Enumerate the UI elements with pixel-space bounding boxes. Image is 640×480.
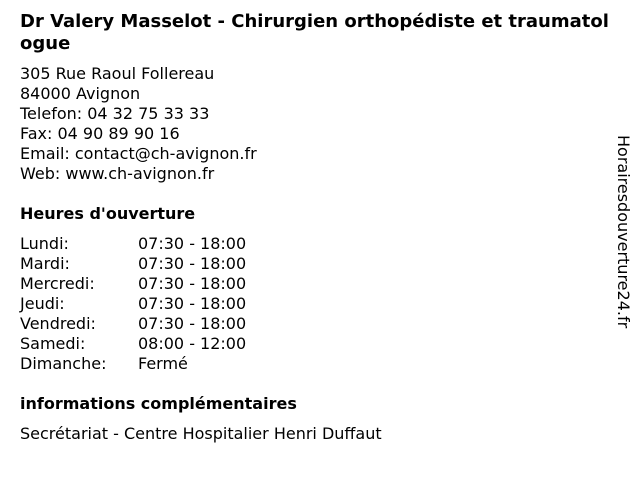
day-label: Mercredi: [20,274,95,293]
time-value: 08:00 - 12:00 [138,334,247,353]
fax-number: Fax: 04 90 89 90 16 [20,124,180,143]
hours-row-wednesday [20,274,246,294]
hours-row-thursday [20,294,246,314]
hours-row-friday [20,314,246,334]
time-value: 07:30 - 18:00 [138,314,247,333]
day-label: Jeudi: [20,294,65,313]
hours-row-sunday [20,354,246,374]
day-label: Mardi: [20,254,70,273]
opening-hours-table [20,234,246,374]
page-title: Dr Valery Masselot - Chirurgien orthopédiste et traumatologue [20,11,609,54]
time-value: 07:30 - 18:00 [138,234,247,253]
day-label: Lundi: [20,234,69,253]
hours-row-tuesday [20,254,246,274]
additional-info-text: Secrétariat - Centre Hospitalier Henri Duffaut [20,424,382,443]
day-label: Samedi: [20,334,86,353]
additional-info-heading: informations complémentaires [20,394,297,413]
email-address[interactable]: Email: contact@ch-avignon.fr [20,144,257,163]
site-brand-vertical: Horairesdouverture24.fr [614,135,633,329]
website-link[interactable]: Web: www.ch-avignon.fr [20,164,215,183]
hours-heading: Heures d'ouverture [20,204,196,223]
day-label: Dimanche: [20,354,107,373]
phone-number[interactable]: Telefon: 04 32 75 33 33 [20,104,210,123]
time-value: Fermé [138,354,188,373]
city-postcode: 84000 Avignon [20,84,141,103]
contact-block [20,64,257,184]
time-value: 07:30 - 18:00 [138,274,247,293]
time-value: 07:30 - 18:00 [138,254,247,273]
hours-row-saturday [20,334,246,354]
day-label: Vendredi: [20,314,96,333]
street-address: 305 Rue Raoul Follereau [20,64,215,83]
hours-row-monday [20,234,246,254]
time-value: 07:30 - 18:00 [138,294,247,313]
